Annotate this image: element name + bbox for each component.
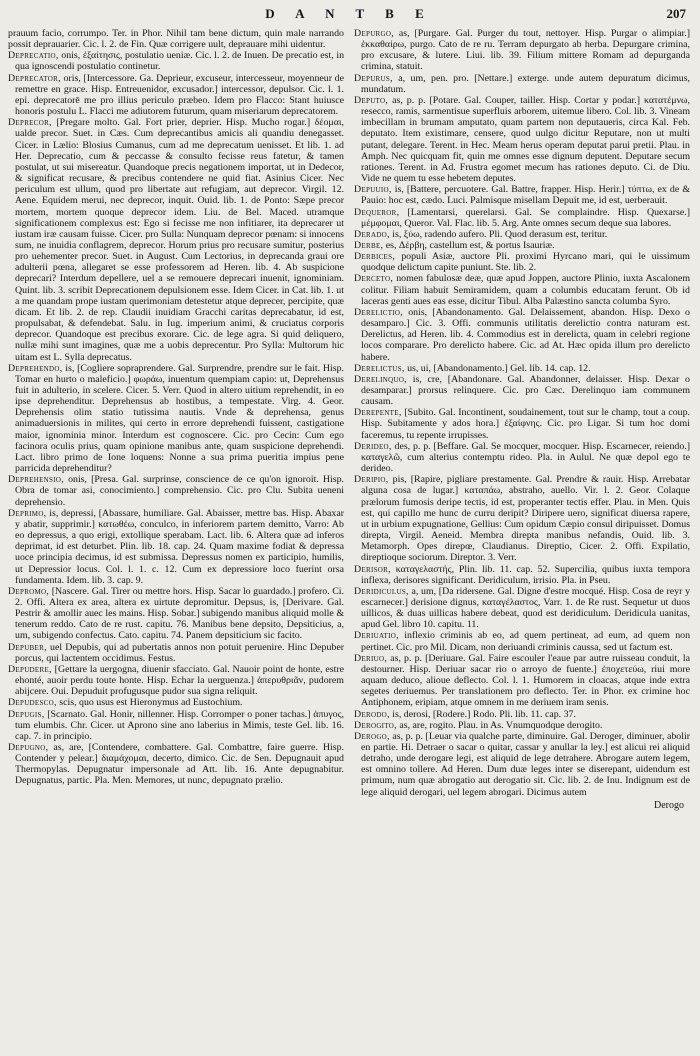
entry-text: a, um, [Da ridersene. Gal. Digne d'estre mocqué. Hisp. Cosa de reyr y escarnecer.] derisione dignus, καταγέλαστος, Varr. 1. de Re rust. Sequetur ut duos uillicos, & duas uillicas habere debeat, quod est deridiculum. Deridicula uanitas, apud Gel. libro 10. capitu. 11. [361, 585, 690, 631]
entry-text: is, derosi, [Rodere.] Rodo. Pli. lib. 11. cap. 37. [392, 708, 576, 720]
entry-text: as, p. p. [Leuar via qualche parte, diminuire. Gal. Deroger, diminuer, abolir en partie. Hi. Detraer o sacar o quitar, cassar y anullar la ley.] est alicui rei aliquid detraho, unde derogare legi, est aliquid de lege detrahere. Abrogare autem legem, est omnino tollere. Ad Heren. Dum duæ leges inter se diserepant, uidendum est primum, num quæ abrogatio aut derogatio sit. Cic. lib. 2. de Inu. Indignum est de lege aliquid derogari, uel legem abrogari. Dicimus autem [361, 730, 690, 798]
entry-text: is, cre, [Abandonare. Gal. Abandonner, delaisser. Hisp. Dexar o desamparar.] prorsus relinquere. Cic. pro Cæc. Derelinquo iam communem causam. [361, 373, 690, 408]
entry-text: as, are, rogito. Plau. in As. Vnumquodque derogito. [399, 719, 603, 731]
dictionary-entry [8, 697, 344, 708]
dictionary-entry [354, 95, 690, 184]
headword: Deputo, [354, 94, 389, 106]
headword: Deripio, [354, 474, 389, 486]
headword: Derbices, [354, 251, 396, 263]
entry-text: onis, ἐξαίτησις, postulatio ueniæ. Cic. l. 2. de Inuen. De precatio est, in qua ignoscendi postulatio continetur. [15, 50, 344, 73]
dictionary-entry [8, 709, 344, 742]
dictionary-entry [354, 28, 690, 73]
entry-text: inflexio criminis ab eo, ad quem pertineat, ad eum, ad quem non pertinet. Cic. pro Mil. Dicam, non deriuandi criminis caussa, sed ut factum est. [361, 630, 690, 653]
entry-text: is, [Cogliere sopraprendere. Gal. Surprendre, prendre sur le fait. Hisp. Tomar en hurto o maleficio.] φωράω, inuentum quempiam capio: ut, Deprehensus fuit in adulterio, in scelere. Cicer. 5. Verr. Quod in altero uitium reprehendit, in eo ipse deprehenditur. Deprehensus ab hostibus, a tempestate. Virg. 4. Geor. Deprehensis olim statio tutissima nautis. Vnde & deprehensa, genus animaduersionis in milites, qui certo in errore deprehendi fuissent, castigatione maior, ignominia minor. Interdum est cognoscere. Cic. pro Cecin: Cum ego facinora oculis prius, quam opinione manibus ante, quam suspicione deprehendi. Lact. libro primo de Ione loquens: Nonne a sua prima pueritia impius pene parricida deprehenditur? [15, 362, 344, 475]
dictionary-entry [354, 407, 690, 440]
entry-text: [Lamentarsi, querelarsi. Gal. Se complaindre. Hisp. Quexarse.] μέμφομαι, Queror. Val. Flac. lib. 5. Arg. Ante omnes secum deque sua labores. [361, 206, 690, 229]
running-head: D A N T B E [265, 6, 433, 21]
headword: Depurus, [354, 72, 393, 84]
headword: Depromo, [8, 585, 50, 597]
entry-text: [Nascere. Gal. Tirer ou mettre hors. Hisp. Sacar lo guardado.] profero. Ci. 2. Offi. Altera ex area, altera ex uirtute depromitur. Depsus, is, [Derivare. Gal. Pestrir & amollir auec les mains. Hisp. Sobar.] subigendo manibus aliquid molle & tenerum reddo. Cato de re rust. capitu. 76. Manibus bene depsito, Depsiticius, a, um, subigendo confectus. Cato. capitu. 74. Panem depsiticium sic facito. [15, 585, 344, 642]
headword: Derodo, [354, 708, 390, 720]
headword: Derbe, [354, 239, 384, 251]
dictionary-entry [354, 731, 690, 798]
headword: Depudere, [8, 663, 52, 675]
entry-text: is, ξύω, radendo aufero. Pli. Quod derasum est, teritur. [392, 228, 608, 240]
headword: Depugno, [8, 742, 49, 753]
dictionary-entry [8, 28, 344, 50]
headword: Deprimo, [8, 507, 47, 519]
dictionary-entry [8, 586, 344, 642]
headword: Dequeror, [354, 206, 400, 218]
entry-text: a, um, pen. pro. [Nettare.] exterge. unde autem depuratum dicimus, mundatum. [361, 72, 690, 95]
entry-text: as, p. p. [Potare. Gal. Couper, tailler. Hisp. Cortar y podar.] κατατέμνω, resecco, ramis, sarmentisue superfluis arborem, uitemue libero. Col. lib. 3. Vineam imbecillam in brumam amputato, quam partem non deputaueris, circa Kal. Feb. deputato. Item existimare, censere, quod uulgo dicitur Reputare, non ut multi putant, delegare. Terent. in Hec. Meam herus operam deputat parui pretii. Plau. in Amph. Nec quicquam fit, quin me omnes esse dignum deputent. Deputare secum rationes. Terent. in Ad. Frustra egomet mecum has rationes deputo. Ci. de Diu. Vide ne quem tu esse hebetem deputes. [361, 94, 690, 185]
dictionary-entry [354, 273, 690, 306]
text-columns [8, 28, 690, 798]
dictionary-entry [354, 374, 690, 407]
entry-text: prauum facio, corrumpo. Ter. in Phor. Nihil tam bene dictum, quin male narrando possit deprauarier. Cic. l. 2. de Fin. Quæ corrigere uult, deprauare mihi uidentur. [8, 28, 344, 51]
headword: Deprecor, [8, 117, 52, 129]
dictionary-entry [354, 474, 690, 563]
entry-text: es, Δέρβη, castellum est, & portus Isauriæ. [385, 239, 555, 251]
headword: Derelictus, [354, 362, 405, 374]
headword: Depugis, [8, 708, 45, 720]
dictionary-entry [8, 642, 344, 664]
dictionary-entry [354, 653, 690, 709]
dictionary-entry [8, 742, 344, 787]
headword: Deridiculus, [354, 585, 409, 597]
dictionary-entry [354, 564, 690, 586]
dictionary-entry [354, 240, 690, 251]
dictionary-entry [8, 474, 344, 507]
entry-text: is, [Battere, percuotere. Gal. Battre, frapper. Hisp. Herir.] τύπτω, ex de & Pauio: hoc est, cædo. Luci. Palmisque misellam Depuit me, id est, uerberauit. [361, 184, 690, 207]
headword: Deprehendo, [8, 362, 63, 374]
right-column [354, 28, 690, 798]
dictionary-entry [354, 307, 690, 363]
dictionary-entry [8, 117, 344, 362]
headword: Derogito, [354, 719, 397, 731]
entry-text: pis, [Rapire, pigliare prestamente. Gal. Prendre & rauir. Hisp. Arrebatar alguna cosa de lugar.] καταπάω, abstraho, auello. Vir. l. 2. Geor. Colaque prælorum fumosis deripe tectis, id est, properanter tectis effer. Plau. in Men. Quis est, qui capillo me hunc de curru deripit? Diripere uero, significat diuersa rapere, ut in urbium expugnatione, Gellius: Cum opidum Cæpio consul diripuisset. Domus direpta, Virgil. Aeneid. Membra direpta manibus nefandis, Ouid. lib. 3. Metamorph. Opes direpœ, Claudianus. Direptio, Cicer. 2. Offi. Expilatio, direptioque sociorum. Direptor. 3. Verr. [361, 474, 690, 564]
headword: Deriuatio, [354, 630, 399, 642]
entry-text: as, are, [Contendere, combattere. Gal. Combattre, faire guerre. Hisp. Contender y pelear.] διαμάχομαι, decerto, dimico. Cic. de Sen. Depugnauit apud Thermopylas. Depugnatur impersonale ad Att. lib. 16. Ante depugnabitur. Depugnatus, partic. Pla. Men. Memores, ut nunc, depugnato prælio. [15, 742, 344, 787]
dictionary-entry [354, 229, 690, 240]
headword: Depudesco, [8, 697, 57, 709]
entry-text: populi Asiæ, auctore Pli. proximi Hyrcano mari, qui le uissimum quodque delictum capite puniunt. Ste. lib. 2. [361, 251, 690, 274]
page-header [8, 6, 690, 28]
dictionary-entry [354, 586, 690, 631]
entry-text: [Scarnato. Gal. Honir, nillenner. Hisp. Corromper o poner tachas.] ἀπυγος, tum elumbis. Chr. Cicer. ut Aprono sine ano laberius in Mimis, teste Gel. lib. 16. cap. 7. in principio. [15, 708, 344, 742]
headword: Derogo, [354, 730, 390, 742]
headword: Depurgo, [354, 28, 395, 39]
headword: Derceto, [354, 273, 394, 285]
page-number: 207 [666, 6, 686, 21]
entry-text: [Subito. Gal. Incontinent, soudainement, tout sur le champ, tout a coup. Hisp. Subitamente y ados hora.] ἐξαίφνης. Cic. pro Ligar. Si tum hoc domi faceremus, tu repente irrupisses. [361, 407, 690, 441]
headword: Deprehensio, [8, 474, 64, 486]
entry-text: onis, [Presa. Gal. surprinse, conscience de ce qu'on ignoroit. Hisp. Obra de tomar asi, conocimiento.] comprehensio. Cic. pro Clu. Subita ueneni deprehensio. [15, 474, 344, 508]
entry-text: onis, [Abandonamento. Gal. Delaissement, abandon. Hisp. Dexo o desamparo.] Cic. 3. Offi. communis utilitatis derelictio contra naturam est. Derelictus, ad Heren. lib. 4. Commodius est in derelicta, quam in celebri regione locos comparare. Pro derelicto habere. Cic. ad At. Hæc opida illum pro derelicto habere. [361, 306, 690, 363]
entry-text: as, p. p. [Deriuare. Gal. Faire escouler l'eaue par autre ruisseau conduit, la destourner. Hisp. Deriuar sacar rio o arroyo de fuente.] ἐποχετεύω, riui more aquam deduco, alioue deflecto. Col. l. 1. Humorem in cloacas, atque inde extra segetes deriuemus. Per translationem pro deflecto. Ter. in Phor. ex crimine hoc Antiphonem, eripiam, atque omnem in me deriuem iram senis. [361, 652, 690, 709]
dictionary-entry [354, 709, 690, 720]
entry-text: is, depressi, [Abassare, humiliare. Gal. Abaisser, mettre bas. Hisp. Abaxar y abatir, supprimir.] κατωθέω, conculco, in inferiorem partem demitto, Varro: Ab eo depressus, a quo erigi, extollique sperabam. Lact. lib. 6. Altera quæ ad inferos deprimat, id est deturbet. Plin. lib. 18. cap. 24. Quam maxime fodiat & depressa uoce principia decimus, id est submissa. Depressus nomen ex participio, humilis, ut Depressior locus. Col. l. 1. c. 12. Cum ex depressiore loco fuerint orsa fundamenta. Idem. lib. 3. cap. 9. [15, 507, 344, 586]
left-column [8, 28, 344, 798]
headword: Derepente, [354, 407, 402, 419]
entry-text: as, [Purgare. Gal. Purger du tout, nettoyer. Hisp. Purgar o alimpiar.] ἐκκαθαίρω, purgo. Cato de re ru. Terram depurgato ab herba. Depurgare crimina, pro excusare, & lutere. Liui. lib. 39. Filium mittere Romam ad depurganda crimina, statuit. [361, 28, 690, 73]
entry-text: scis, quo usus est Hieronymus ad Eustochium. [59, 697, 243, 709]
headword: Depuber, [8, 641, 47, 653]
headword: Depuuio, [354, 184, 392, 196]
dictionary-entry [354, 207, 690, 229]
entry-text: us, ui, [Abandonamento.] Gel. lib. 14. cap. 12. [407, 362, 591, 374]
catchword: Derogo [654, 799, 684, 811]
dictionary-entry [8, 508, 344, 586]
dictionary-entry [8, 73, 344, 118]
entry-text: des, p. p. [Beffare. Gal. Se mocquer, mocquer. Hisp. Escarnecer, reiendo.] καταγελῶ, cum alterius contemptu rideo. Pla. in Aulul. Ne quæ depol ego te derideo. [361, 440, 690, 475]
entry-text: uel Depubis, qui ad pubertatis annos non potuit peruenire. Hinc Depuber porcus, qui lactentem occidimus. Festus. [15, 641, 344, 664]
dictionary-entry [354, 363, 690, 374]
headword: Deprecatio, [8, 50, 59, 62]
entry-text: nomen fabulosæ deæ, quæ apud Joppen, auctore Plinio, iuxta Ascalonem colitur. Filiam habuit Semiramidem, quam a columbis educatam ferunt. Ob id laceras genti aues eas esse, dicitur Tibul. Alba Palæstino sancta columba Syro. [361, 273, 690, 307]
entry-text: [Gettare la uergogna, diuenir sfacciato. Gal. Nauoir point de honte, estre ehonté, auoir perdu toute honte. Hisp. Echar la uerguenza.] ἀπερυθριᾶν, pudorem abijcere. Oui. Depuduit profugusque pudor sua signa reliquit. [15, 663, 344, 698]
dictionary-entry [354, 630, 690, 652]
entry-text: καταγελαστής, Plin. lib. 11. cap. 52. Supercilia, quibus iuxta tempora inflexa, derisores significant. Deridiculum, irrisio. Pla. in Pseu. [361, 563, 690, 586]
headword: Derado, [354, 228, 390, 240]
dictionary-entry [354, 720, 690, 731]
dictionary-entry [354, 184, 690, 206]
headword: Deriuo, [354, 652, 388, 664]
dictionary-entry [354, 441, 690, 474]
headword: Derisor, [354, 563, 391, 575]
entry-text: [Pregare molto. Gal. Fort prier, deprier. Hisp. Mucho rogar.] δέομαι, ualde precor. Suet. in Cæs. Cum deprecantibus amicis ali quandiu denegasset. Cicer. in Lælio: Blosius Cumanus, cum ad me deprecatum uenisset. Et lib. 1. ad Her. Deprecatio, cum & peccasse & consulto fecisse reus fatetur, & tamen postulat, ut sui misereatur. Quandoque precis negationem importat, ut in Dedecor, & significat recusare, & precibus contendere ne quid fiat. Asinius Cicer. Nec periculum est ullum, quod pro libertate aut refugiam, aut deprecor. Virgil. 12. Aene. Equidem merui, nec deprecor, inquit. Ouid. lib. 1. de Ponto: Sæpe precor mortem, mortem quoque deprecor idem. Liu. de Bel. Maced. utramque significationem complexus est: Ego si fecisse me non infitiarer, ita deprecarer ut iustam iræ causam fuisse. Cicer. pro Sulla: Nunquam deprecor pœnam: si innocens sum, ne inuidia conflagrem, deprecor. Horum prius pro recusare sumitur, posterius pro uehementer precor. Suet. in August. Cum Lectorius, in deprecanda graui ore adulterii pœna, allegaret se esse professorem ad Heren. lib. 4. Ab suspicione deprecari? Interdum depellere, uel a se remouere deprecari inuenit, ignominiam. Quint. lib. 3. scribit Deprecationem depulsionem esse. Idem Cicer. in Cat. lib. 1. ut a me quandam prope iustam querimoniam detestetur atque deprecer, percipite, quæ dicam. Et lib. 2. de rep. Claudii inuidiam Gracchi caritas deprecabatur, id est, propulsabat, & defendebat. Salu. in Iug. imperium animi, & cruciatus corporis deprecor. Quandoque est precibus exorare. Cic. de lege agra. Si quid deliquero, nullæ mihi sunt imagines, quæ me a uobis deprecentur. Pro Sylla: Multorum hic uitam est L. Sylla deprecatus. [15, 117, 344, 363]
headword: Derelictio, [354, 306, 404, 318]
headword: Deprecator, [8, 72, 61, 84]
dictionary-entry [354, 251, 690, 273]
dictionary-entry [354, 73, 690, 95]
headword: Derelinquo, [354, 373, 407, 385]
entry-text: oris, [Intercessore. Ga. Deprieur, excuseur, intercesseur, moyenneur de remettre en grace. Hisp. Entreuenidor, excusador.] intercessor, depulsor. Cic. l. 1. epi. deprecatorē me pro illius periculo præbeo. Idem pro Flacco: Stant huiusce honoris postulu L. Flacci me adiutorem futurum, quam miseriarum deprecatorem. [15, 72, 344, 118]
dictionary-entry [8, 50, 344, 72]
dictionary-entry [8, 363, 344, 475]
dictionary-entry [8, 664, 344, 697]
headword: Derideo, [354, 440, 392, 452]
